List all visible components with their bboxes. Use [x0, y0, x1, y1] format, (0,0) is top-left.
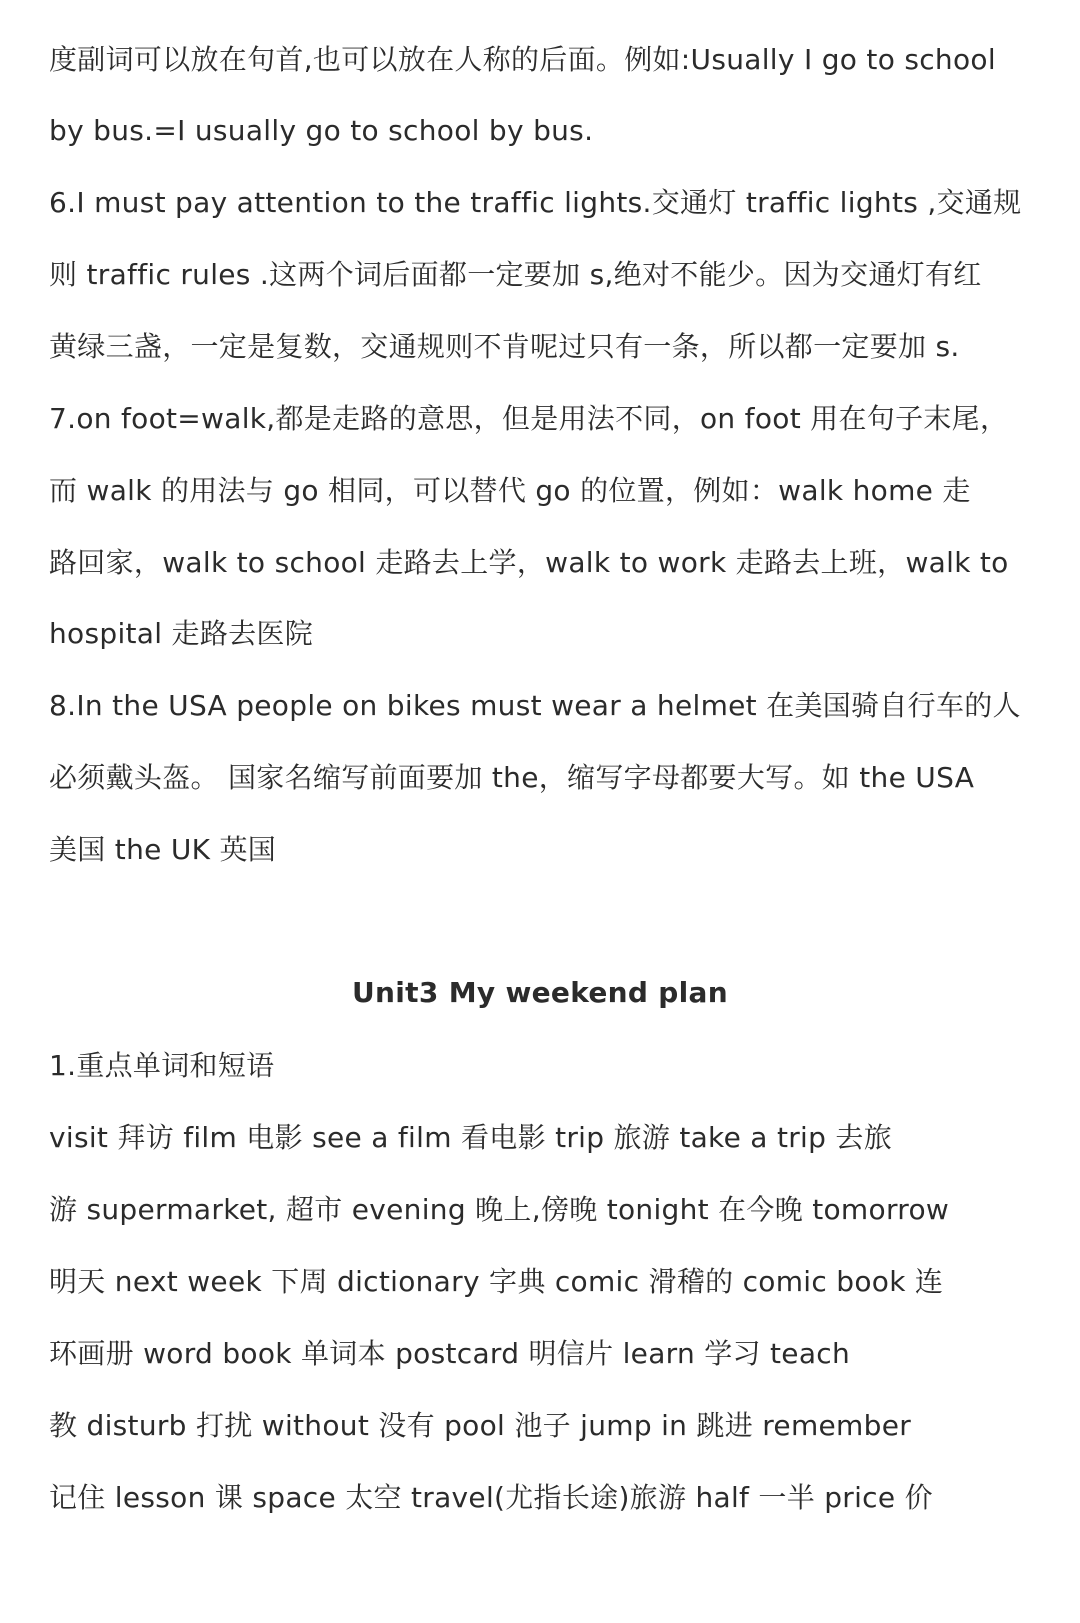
text-line: 路回家，walk to school 走路去上学，walk to work 走路去上班，walk to: [49, 546, 1009, 579]
text-line: 度副词可以放在句首,也可以放在人称的后面。例如:Usually I go to school: [49, 43, 996, 76]
text-line: 美国 the UK 英国: [49, 833, 277, 866]
vocab-line: 环画册 word book 单词本 postcard 明信片 learn 学习 teach: [49, 1337, 851, 1370]
text-line: 8.In the USA people on bikes must wear a helmet 在美国骑自行车的人: [49, 689, 1021, 722]
vocab-line: 游 supermarket, 超市 evening 晚上,傍晚 tonight 在今晚 tomorrow: [49, 1193, 950, 1226]
text-line: 必须戴头盔。 国家名缩写前面要加 the，缩写字母都要大写。如 the USA: [49, 761, 975, 794]
text-line: 则 traffic rules .这两个词后面都一定要加 s,绝对不能少。因为交通灯有红: [49, 258, 982, 291]
text-line: hospital 走路去医院: [49, 617, 314, 650]
vocab-line: visit 拜访 film 电影 see a film 看电影 trip 旅游 take a trip 去旅: [49, 1121, 893, 1154]
unit-title: Unit3 My weekend plan: [352, 976, 728, 1009]
vocab-line: 记住 lesson 课 space 太空 travel(尤指长途)旅游 half 一半 price 价: [49, 1481, 933, 1514]
text-line: by bus.=I usually go to school by bus.: [49, 114, 594, 147]
text-line: 7.on foot=walk,都是走路的意思，但是用法不同，on foot 用在句子末尾，: [49, 402, 1009, 435]
vocab-line: 教 disturb 打扰 without 没有 pool 池子 jump in 跳进 remember: [49, 1409, 912, 1442]
text-line: 黄绿三盏，一定是复数，交通规则不肯呢过只有一条，所以都一定要加 s.: [49, 330, 960, 363]
text-line: 6.I must pay attention to the traffic lights.交通灯 traffic lights ,交通规: [49, 186, 1022, 219]
vocab-line: 明天 next week 下周 dictionary 字典 comic 滑稽的 comic book 连: [49, 1265, 944, 1298]
text-line: 而 walk 的用法与 go 相同，可以替代 go 的位置，例如：walk home 走: [49, 474, 971, 507]
section-heading: 1.重点单词和短语: [49, 1049, 275, 1082]
